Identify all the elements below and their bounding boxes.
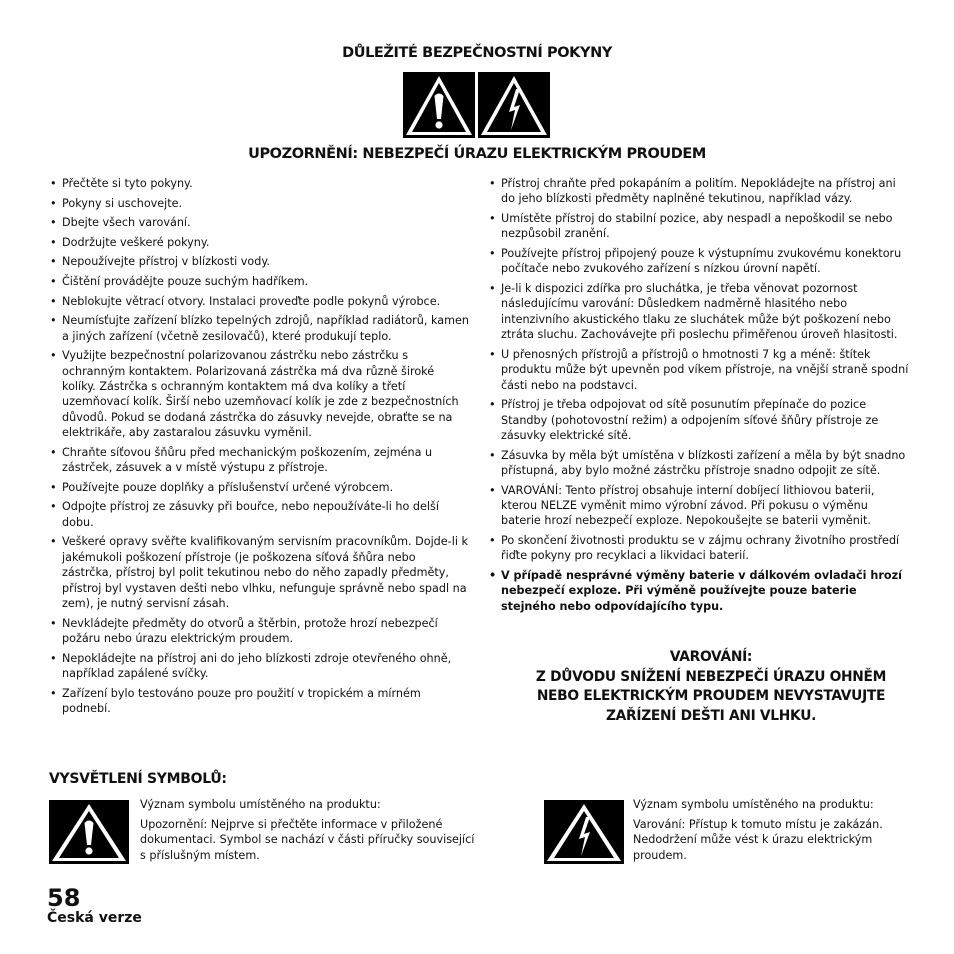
list-item: • Používejte pouze doplňky a příslušenství určené výrobcem. (49, 480, 469, 495)
list-item: • Pokyny si uschovejte. (49, 196, 469, 211)
list-item: • Veškeré opravy svěřte kvalifikovaným servisním pracovníkům. Dojde-li k jakémukoli poškození přístroje (je poškozena síťová šňůra nebo zástrčka, přístroj byl polit tekutinou nebo do něho zapadly předměty, přístroj byl vystaven dešti nebo vlhku, nefunguje správně nebo spadl na zem), je nutný servisní zásah. (49, 534, 469, 611)
list-item: • Dodržujte veškeré pokyny. (49, 235, 469, 250)
page-number: 58 (47, 884, 81, 912)
list-item: • Neblokujte větrací otvory. Instalaci proveďte podle pokynů výrobce. (49, 294, 469, 309)
warning-exclamation-icon (403, 72, 475, 138)
list-item: • Nepokládejte na přístroj ani do jeho blízkosti zdroje otevřeného ohně, například zapálené svíčky. (49, 651, 469, 682)
list-item: • Chraňte síťovou šňůru před mechanickým poškozením, zejména u zástrček, zásuvek a v místě výstupu z přístroje. (49, 445, 469, 476)
language-label: Česká verze (47, 910, 142, 926)
warning-line: ZAŘÍZENÍ DEŠTI ANI VLHKU. (605, 707, 817, 724)
warning-lightning-icon (544, 800, 624, 864)
list-item: • VAROVÁNÍ: Tento přístroj obsahuje interní dobíjecí lithiovou baterii, kterou NELZE vyměnit mimo výrobní závod. Při pokusu o výměnu baterie hrozí nebezpečí exploze. Nepokoušejte se baterii vyměnit. (488, 483, 910, 529)
symbol-description-right (633, 797, 913, 868)
page-title: DŮLEŽITÉ BEZPEČNOSTNÍ POKYNY (342, 45, 612, 61)
list-item: • Používejte přístroj připojený pouze k výstupnímu zvukovému konektoru počítače nebo zvukového zařízení s nízkou úrovní napětí. (488, 246, 910, 277)
symbol-explanation: Upozornění: Nejprve si přečtěte informace v přiložené dokumentaci. Symbol se nachází v části příručky související s příslušným místem. (140, 817, 475, 862)
warning-line: VAROVÁNÍ: (669, 649, 753, 665)
list-item: • Nevkládejte předměty do otvorů a štěrbin, protože hrozí nebezpečí požáru nebo úrazu elektrickým proudem. (49, 616, 469, 647)
list-item: • Umístěte přístroj do stabilní pozice, aby nespadl a nepoškodil se nebo nezpůsobil zranění. (488, 211, 910, 242)
list-item: • U přenosných přístrojů a přístrojů o hmotnosti 7 kg a méně: štítek produktu může být upevněn pod víkem přístroje, na vnější straně spodní části nebo na podstavci. (488, 347, 910, 393)
warning-block (490, 648, 932, 726)
list-item: • Zásuvka by měla být umístěna v blízkosti zařízení a měla by být snadno přístupná, aby bylo možné zástrčku přístroje snadno odpojit ze sítě. (488, 448, 910, 479)
section-subtitle: UPOZORNĚNÍ: NEBEZPEČÍ ÚRAZU ELEKTRICKÝM PROUDEM (248, 146, 706, 162)
list-item: • Je-li k dispozici zdířka pro sluchátka, je třeba věnovat pozornost následujícímu varování: Důsledkem nadměrně hlasitého nebo intenzivního akustického tlaku ze sluchátek může být poškození nebo ztráta sluchu. Zachovávejte při poslechu přiměřenou úroveň hlasitosti. (488, 281, 910, 343)
left-instructions-list (49, 176, 469, 721)
list-item-bold: • V případě nesprávné výměny baterie v dálkovém ovladači hrozí nebezpečí exploze. Při výměně používejte pouze baterie stejného nebo odpovídajícího typu. (488, 568, 910, 614)
list-item: • Přístroj je třeba odpojovat od sítě posunutím přepínače do pozice Standby (pohotovostní režim) a odpojením síťové šňůry přístroje ze zásuvky elektrické sítě. (488, 397, 910, 443)
symbol-description-left (140, 797, 480, 868)
list-item: • Dbejte všech varování. (49, 215, 469, 230)
right-instructions-list (488, 176, 910, 618)
list-item: • Odpojte přístroj ze zásuvky při bouřce, nebo nepoužíváte-li ho delší dobu. (49, 499, 469, 530)
list-item: • Po skončení životnosti produktu se v zájmu ochrany životního prostředí řiďte pokyny pro recyklaci a likvidaci baterií. (488, 533, 910, 564)
symbols-heading: VYSVĚTLENÍ SYMBOLŮ: (49, 771, 227, 787)
list-item: • Neumísťujte zařízení blízko tepelných zdrojů, například radiátorů, kamen a jiných zařízení (včetně zesilovačů), které produkují teplo. (49, 313, 469, 344)
symbol-explanation: Varování: Přístup k tomuto místu je zakázán. Nedodržení může vést k úrazu elektrickým proudem. (633, 817, 883, 862)
list-item: • Využijte bezpečnostní polarizovanou zástrčku nebo zástrčku s ochranným kontaktem. Polarizovaná zástrčka má dva různě široké kolíky. Zástrčka s ochranným kontaktem má dva kolíky a třetí uzemňovací kolík. Širší nebo uzemňovací kolík je zde z bezpečnostních důvodů. Pokud se dodaná zástrčka do zásuvky nevejde, obraťte se na elektrikáře, aby zastaralou zásuvku vyměnil. (49, 348, 469, 440)
warning-line: NEBO ELEKTRICKÝM PROUDEM NEVYSTAVUJTE (536, 688, 886, 704)
warning-lightning-icon (478, 72, 550, 138)
warning-exclamation-icon (49, 800, 129, 864)
list-item: • Nepoužívejte přístroj v blízkosti vody. (49, 254, 469, 269)
symbol-meaning: Význam symbolu umístěného na produktu: (633, 798, 874, 811)
warning-line: Z DŮVODU SNÍŽENÍ NEBEZPEČÍ ÚRAZU OHNĚM (535, 668, 887, 685)
list-item: • Zařízení bylo testováno pouze pro použití v tropickém a mírném podnebí. (49, 686, 469, 717)
list-item: • Čištění provádějte pouze suchým hadříkem. (49, 274, 469, 289)
symbol-meaning: Význam symbolu umístěného na produktu: (140, 798, 381, 811)
list-item: • Přístroj chraňte před pokapáním a politím. Nepokládejte na přístroj ani do jeho blízkosti předměty naplněné tekutinou, například vázy. (488, 176, 910, 207)
list-item: • Přečtěte si tyto pokyny. (49, 176, 469, 191)
